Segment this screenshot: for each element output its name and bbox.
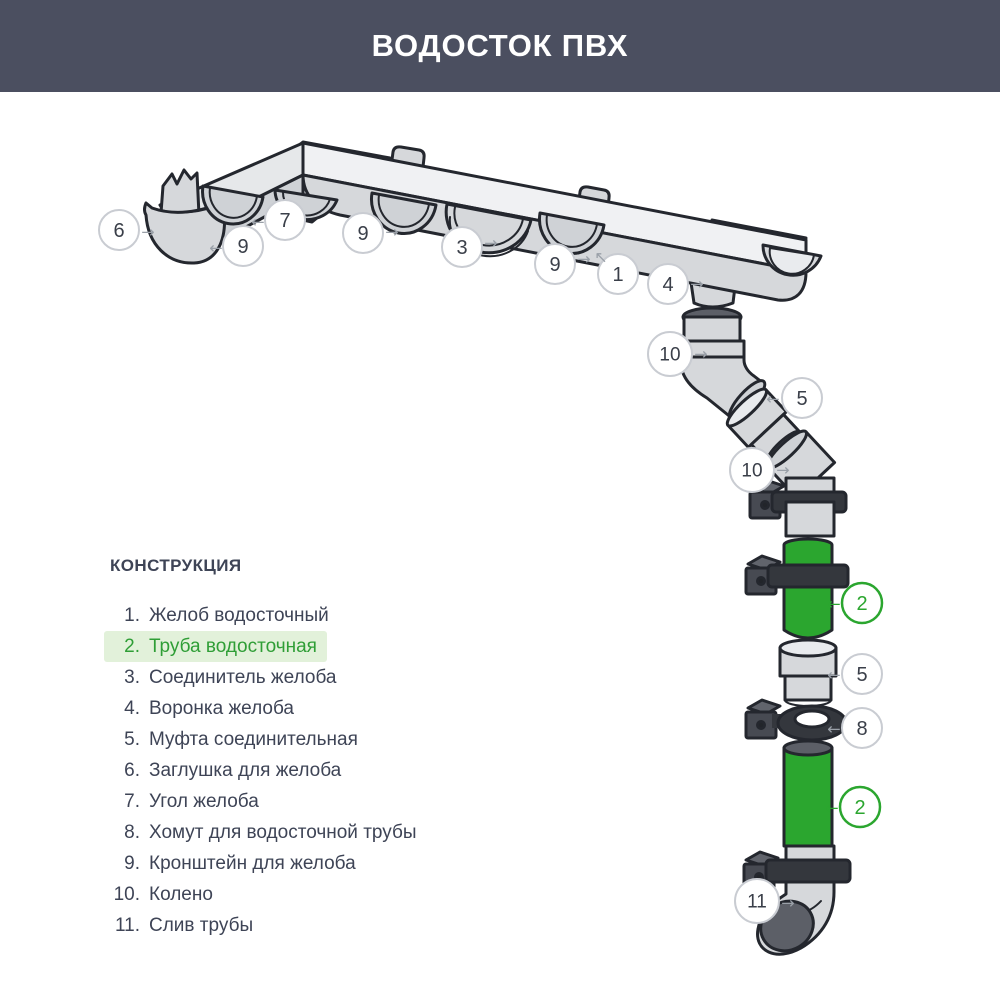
callout-2	[827, 583, 882, 623]
callout-arrow-icon: ←	[766, 389, 780, 409]
clamp-band	[766, 860, 850, 882]
coupling-body-lower	[785, 676, 831, 700]
bracket-hole	[758, 722, 765, 729]
gutter-break-flag	[161, 170, 199, 215]
green-pipe	[784, 748, 832, 846]
bracket-hole	[758, 578, 765, 585]
coupling-top-face	[780, 640, 836, 656]
legend-item-6	[104, 755, 351, 786]
callout-number: 9	[237, 236, 249, 258]
downpipe-green-1	[746, 539, 848, 638]
legend-heading: КОНСТРУКЦИЯ	[110, 556, 242, 575]
callout-arrow-icon: →	[484, 233, 498, 253]
legend-item-label: Муфта соединительная	[149, 728, 358, 750]
callout-number: 9	[549, 254, 561, 276]
bracket-hole	[762, 502, 769, 509]
callout-arrow-icon: →	[141, 222, 155, 242]
legend-item-3	[104, 662, 346, 693]
legend-item-label: Угол желоба	[149, 790, 259, 812]
legend-item-number: 6.	[124, 759, 140, 781]
legend-item-number: 5.	[124, 728, 140, 750]
legend-item-number: 11.	[114, 914, 140, 936]
callout-number: 5	[856, 664, 868, 686]
callout-number: 1	[612, 264, 624, 286]
callout-arrow-icon: ←	[825, 798, 839, 818]
page-title: ВОДОСТОК ПВХ	[371, 28, 629, 63]
callout-arrow-icon: ←	[827, 665, 841, 685]
legend-item-number: 4.	[124, 697, 140, 719]
callout-number: 8	[856, 718, 868, 740]
callout-arrow-icon: →	[577, 249, 591, 269]
legend-item-4	[104, 693, 304, 724]
callout-number: 2	[854, 797, 866, 819]
legend-item-number: 3.	[124, 666, 140, 688]
legend-item-label: Соединитель желоба	[149, 666, 337, 688]
legend-item-number: 9.	[124, 852, 140, 874]
callout-number: 11	[747, 891, 767, 913]
callout-arrow-icon: →	[776, 460, 790, 480]
legend-item-11	[104, 910, 263, 941]
callout-arrow-icon: →	[690, 274, 704, 294]
callout-arrow-icon: ←	[827, 719, 841, 739]
downpipe-green-2	[784, 741, 832, 846]
callout-number: 9	[357, 223, 369, 245]
legend-item-label: Кронштейн для желоба	[149, 852, 356, 874]
callout-number: 2	[856, 593, 868, 615]
callout-arrow-icon: ←	[209, 238, 223, 258]
callout-3	[442, 227, 498, 267]
downpipe-section-gray-1	[786, 502, 834, 536]
callout-arrow-icon: →	[694, 344, 708, 364]
callout-arrow-icon: ←	[251, 212, 265, 232]
legend-item-number: 1.	[124, 604, 140, 626]
legend-item-9	[104, 848, 366, 879]
legend-item-number: 7.	[124, 790, 140, 812]
legend-item-label: Желоб водосточный	[149, 604, 329, 626]
legend-item-8	[104, 817, 427, 848]
elbow-cylinder	[684, 317, 740, 341]
legend	[104, 556, 427, 941]
downpipe-assembly	[680, 308, 850, 960]
legend-item-2	[104, 631, 327, 662]
callout-number: 5	[796, 388, 808, 410]
legend-item-label: Колено	[149, 883, 213, 905]
pipe-top-dark	[784, 741, 832, 755]
callout-arrow-icon: ←	[827, 594, 841, 614]
legend-item-label: Труба водосточная	[149, 635, 317, 657]
callout-9	[535, 244, 591, 284]
legend-item-label: Заглушка для желоба	[149, 759, 342, 781]
legend-item-number: 10.	[113, 883, 140, 905]
gutter-assembly	[145, 142, 822, 307]
legend-item-number: 2.	[124, 635, 140, 657]
callout-number: 6	[113, 220, 125, 242]
legend-item-10	[104, 879, 223, 910]
legend-list	[104, 600, 427, 941]
callout-number: 7	[279, 210, 291, 232]
legend-item-1	[104, 600, 339, 631]
callout-number: 4	[662, 274, 674, 296]
callout-number: 10	[659, 344, 681, 366]
callout-number: 3	[456, 237, 468, 259]
callout-arrow-icon: →	[781, 893, 795, 913]
legend-item-label: Воронка желоба	[149, 697, 294, 719]
callout-2	[825, 787, 880, 827]
callout-number: 10	[741, 460, 763, 482]
legend-item-label: Слив трубы	[149, 914, 254, 936]
legend-item-label: Хомут для водосточной трубы	[149, 821, 417, 843]
legend-item-7	[104, 786, 269, 817]
clamp-ring-hole	[795, 711, 829, 727]
clamp-band	[768, 565, 848, 587]
legend-item-5	[104, 724, 368, 755]
callout-arrow-icon: ↖	[594, 247, 608, 267]
callout-arrow-icon: →	[385, 222, 399, 242]
legend-item-number: 8.	[124, 821, 140, 843]
